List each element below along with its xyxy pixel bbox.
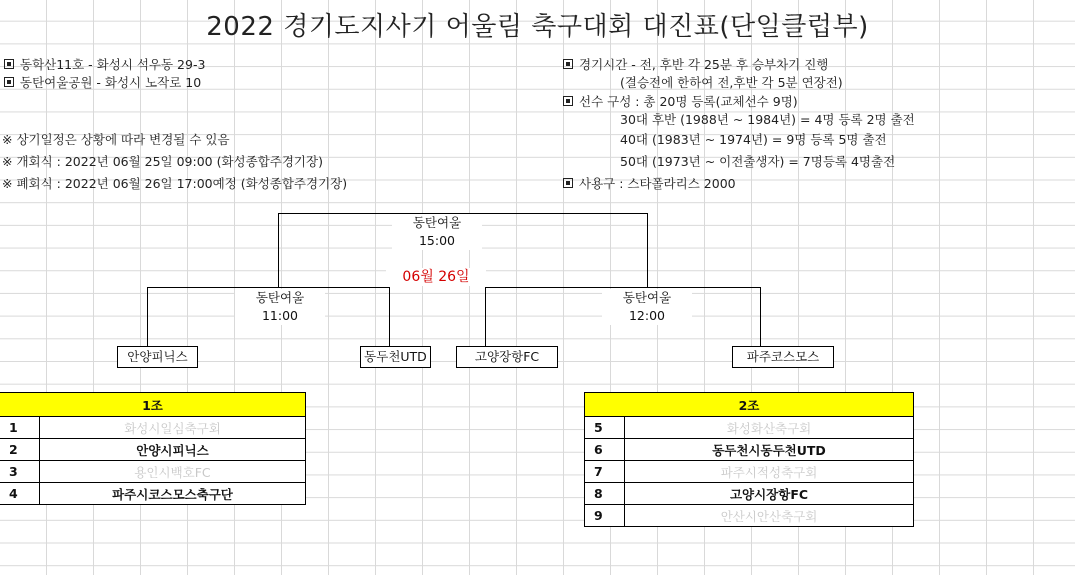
rule-age-40: 40대 (1983년 ~ 1974년) = 9명 등록 5명 출전	[620, 132, 887, 147]
semi-right-time: 12:00	[602, 307, 692, 325]
final-bracket-left-line	[278, 213, 279, 288]
row-number: 9	[585, 505, 625, 527]
table-row	[0, 483, 306, 505]
semi-right-top-line	[485, 287, 761, 288]
semi-left-venue: 동탄여울	[235, 289, 325, 307]
rule-match-time: 경기시간 - 전, 후반 각 25분 후 승부차기 진행	[563, 56, 828, 74]
team-name: 안양시피닉스	[40, 439, 306, 461]
final-bracket-right-line	[647, 213, 648, 288]
note-closing: ※ 폐회식 : 2022년 06월 26일 17:00예정 (화성종합주경기장)	[2, 176, 348, 191]
team-name: 동두천시동두천UTD	[625, 439, 914, 461]
row-number: 7	[585, 461, 625, 483]
team-name: 화성화산축구회	[625, 417, 914, 439]
final-time: 15:00	[392, 232, 482, 250]
square-bullet-icon	[563, 59, 573, 69]
rule-match-time-note: (결승전에 한하여 전,후반 각 5분 연장전)	[620, 75, 843, 90]
row-number: 5	[585, 417, 625, 439]
table-row	[0, 439, 306, 461]
rule-age-50: 50대 (1973년 ~ 이전출생자) = 7명등록 4명출전	[620, 154, 896, 169]
semi-left-time: 11:00	[235, 307, 325, 325]
venue-line-1: 동학산11호 - 화성시 석우동 29-3	[4, 56, 205, 74]
square-bullet-icon	[563, 96, 573, 106]
table-row	[585, 461, 914, 483]
row-number: 1	[0, 417, 40, 439]
page-title: 2022 경기도지사기 어울림 축구대회 대진표(단일클럽부)	[206, 12, 869, 42]
team-box-dongducheon: 동두천UTD	[360, 346, 431, 368]
team-name: 고양시장항FC	[625, 483, 914, 505]
semi-right-left-line	[485, 287, 486, 347]
row-number: 2	[0, 439, 40, 461]
table-row	[585, 505, 914, 527]
team-box-goyang: 고양장항FC	[456, 346, 558, 368]
rule-age-30: 30대 후반 (1988년 ~ 1984년) = 4명 등록 2명 출전	[620, 112, 915, 127]
note-schedule-change: ※ 상기일정은 상황에 따라 변경될 수 있음	[2, 132, 230, 147]
team-name: 안산시안산축구회	[625, 505, 914, 527]
row-number: 8	[585, 483, 625, 505]
table-row	[585, 417, 914, 439]
square-bullet-icon	[563, 178, 573, 188]
row-number: 6	[585, 439, 625, 461]
team-name: 파주시적성축구회	[625, 461, 914, 483]
semi-right-venue: 동탄여울	[602, 289, 692, 307]
row-number: 3	[0, 461, 40, 483]
group2-header: 2조	[585, 393, 914, 417]
venue-line-2: 동탄여울공원 - 화성시 노작로 10	[4, 74, 201, 92]
group1-header: 1조	[0, 393, 306, 417]
team-box-anyang: 안양피닉스	[117, 346, 198, 368]
rule-players: 선수 구성 : 총 20명 등록(교체선수 9명)	[563, 93, 798, 111]
semi-left-right-line	[389, 287, 390, 347]
team-name: 화성시일심축구회	[40, 417, 306, 439]
row-number: 4	[0, 483, 40, 505]
final-venue: 동탄여울	[392, 214, 482, 232]
table-row	[0, 417, 306, 439]
final-date: 06월 26일	[386, 268, 486, 286]
group2-table	[584, 392, 914, 527]
team-box-paju: 파주코스모스	[732, 346, 834, 368]
table-row	[585, 439, 914, 461]
square-bullet-icon	[4, 77, 14, 87]
semi-left-left-line	[147, 287, 148, 347]
semi-right-right-line	[760, 287, 761, 347]
rule-ball: 사용구 : 스타폴라리스 2000	[563, 175, 736, 193]
table-row	[0, 461, 306, 483]
team-name: 파주시코스모스축구단	[40, 483, 306, 505]
group1-table	[0, 392, 306, 505]
semi-left-top-line	[147, 287, 390, 288]
team-name: 용인시백호FC	[40, 461, 306, 483]
note-opening: ※ 개회식 : 2022년 06월 25일 09:00 (화성종합주경기장)	[2, 154, 323, 169]
square-bullet-icon	[4, 59, 14, 69]
table-row	[585, 483, 914, 505]
